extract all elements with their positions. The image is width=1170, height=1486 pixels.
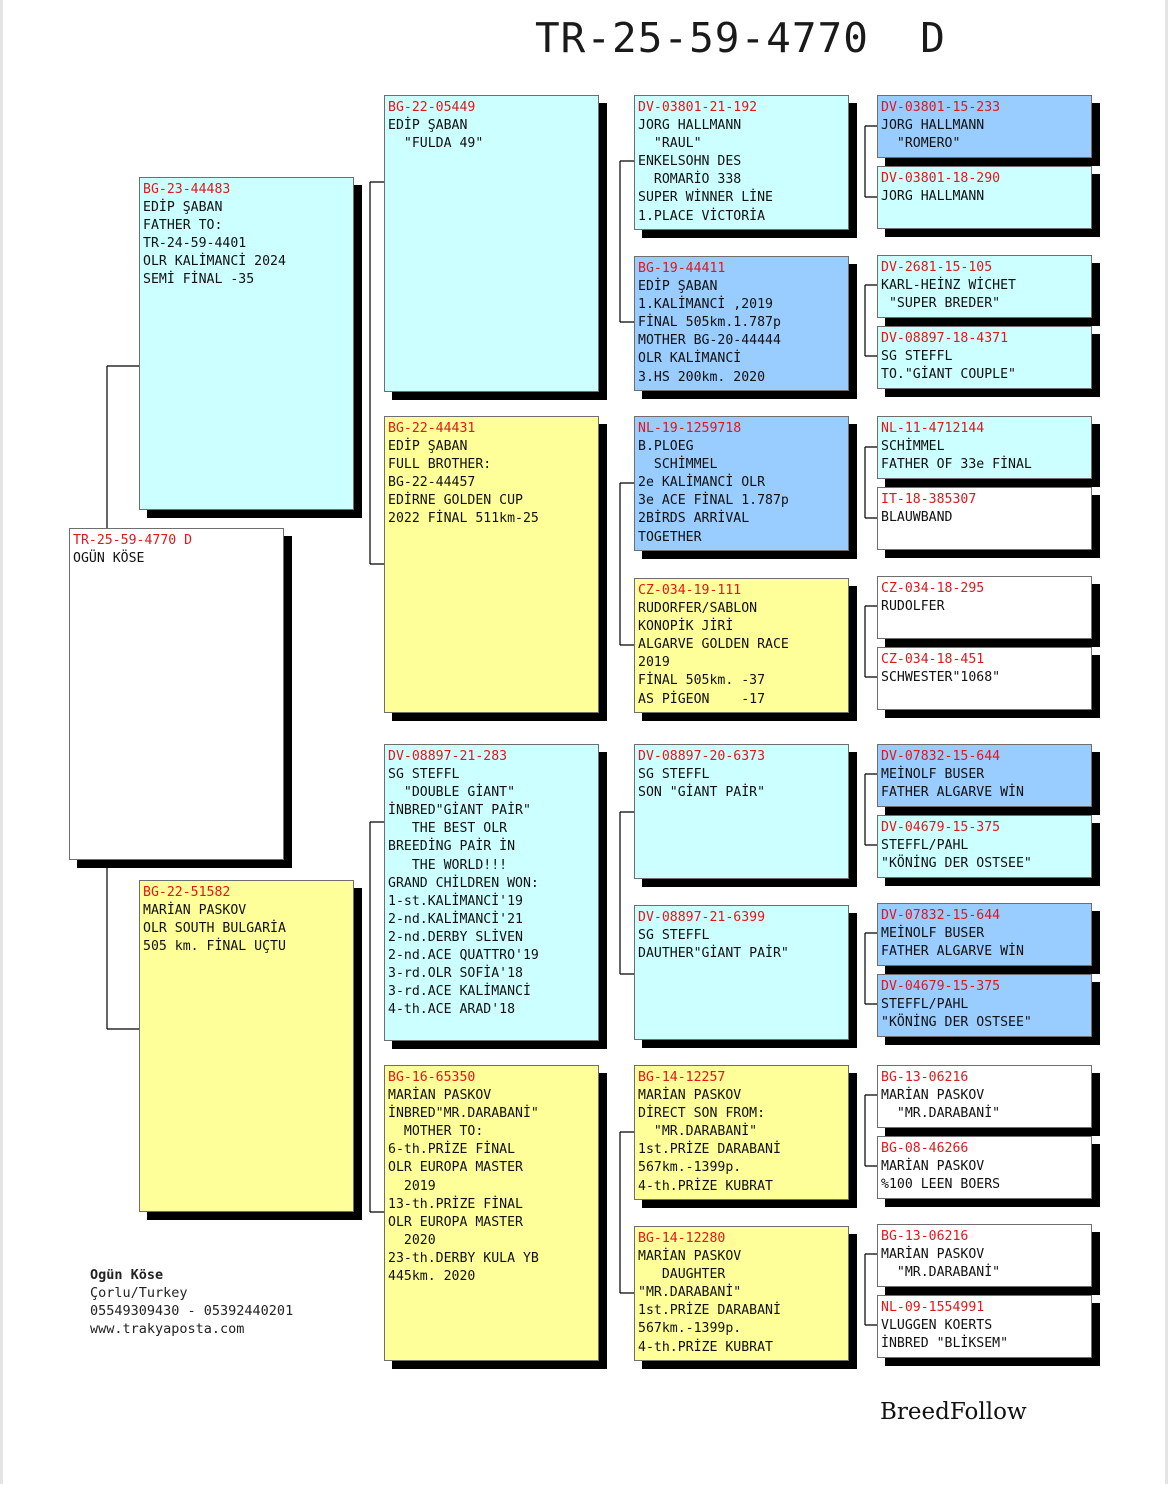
ring-number: DV-03801-21-192	[638, 100, 758, 115]
pedigree-line: 3.HS 200km. 2020	[638, 369, 766, 385]
pedigree-line: 1st.PRİZE DARABANİ	[638, 1142, 781, 1158]
pedigree-line: BLAUWBAND	[881, 510, 953, 526]
subject-box[interactable]	[69, 528, 284, 860]
ring-number: DV-04679-15-375	[881, 820, 1001, 835]
pedigree-line: JORG HALLMANN	[881, 118, 985, 134]
grandsire-paternal-box[interactable]	[384, 95, 599, 392]
pedigree-line: EDİP ŞABAN	[388, 118, 468, 134]
owner-name: Ogün Köse	[90, 1267, 164, 1283]
connector-gen1-a	[370, 182, 385, 564]
pedigree-line: 567km.-1399p.	[638, 1160, 742, 1176]
sire-box[interactable]	[139, 177, 354, 510]
pedigree-line: 2019	[388, 1178, 436, 1194]
pedigree-line: DİRECT SON FROM:	[638, 1106, 766, 1122]
pedigree-line: 2-nd.DERBY SLİVEN	[388, 929, 523, 945]
ring-number: DV-03801-15-233	[881, 100, 1001, 115]
pedigree-line: ALGARVE GOLDEN RACE	[638, 637, 789, 653]
gen3-box[interactable]	[634, 905, 849, 1040]
pedigree-line: 23-th.DERBY KULA YB	[388, 1250, 539, 1266]
pedigree-line: SG STEFFL	[881, 349, 953, 365]
pedigree-line: "SUPER BREDER"	[881, 296, 1001, 312]
pedigree-line: "DOUBLE GİANT"	[388, 785, 516, 801]
pedigree-line: RUDOLFER	[881, 599, 945, 615]
pedigree-line: FATHER OF 33e FİNAL	[881, 457, 1032, 473]
gen3-box[interactable]	[634, 1226, 849, 1361]
ring-number: NL-19-1259718	[638, 421, 742, 436]
gen4-box[interactable]	[877, 1224, 1092, 1287]
pedigree-line: TOGETHER	[638, 529, 702, 545]
pedigree-line: ENKELSOHN DES	[638, 154, 742, 170]
gen4-box[interactable]	[877, 487, 1092, 550]
pedigree-line: MOTHER TO:	[388, 1124, 484, 1140]
pedigree-line: "MR.DARABANİ"	[638, 1124, 758, 1140]
pedigree-line: FULL BROTHER:	[388, 457, 492, 473]
gen4-box[interactable]	[877, 166, 1092, 229]
pedigree-line: MEİNOLF BUSER	[881, 767, 985, 783]
owner-phones: 05549309430 - 05392440201	[90, 1303, 294, 1319]
gen3-box[interactable]	[634, 1065, 849, 1200]
pedigree-line: 505 km. FİNAL UÇTU	[143, 939, 286, 955]
ring-number: IT-18-385307	[881, 492, 977, 507]
pedigree-line: "FULDA 49"	[388, 136, 484, 152]
ring-number: DV-08897-21-283	[388, 749, 508, 764]
gen4-box[interactable]	[877, 744, 1092, 807]
gen3-box[interactable]	[634, 256, 849, 391]
pedigree-line: "MR.DARABANİ"	[881, 1265, 1001, 1281]
pedigree-line: BG-22-44457	[388, 475, 476, 491]
ring-number: BG-13-06216	[881, 1070, 969, 1085]
pedigree-line: 1.KALİMANCİ ,2019	[638, 297, 773, 313]
pedigree-line: FATHER TO:	[143, 218, 223, 234]
pedigree-line: FATHER ALGARVE WİN	[881, 944, 1024, 960]
pedigree-line: "KÖNİNG DER OSTSEE"	[881, 856, 1032, 872]
pedigree-line: OLR SOUTH BULGARİA	[143, 921, 286, 937]
pedigree-line: 2-nd.KALİMANCİ'21	[388, 911, 523, 927]
gen3-box[interactable]	[634, 744, 849, 879]
gen3-box[interactable]	[634, 416, 849, 551]
pedigree-line: KONOPİK JİRİ	[638, 619, 734, 635]
pedigree-line: MARİAN PASKOV	[143, 903, 247, 919]
brand-logo: BreedFollow	[880, 1399, 1027, 1425]
ring-number: BG-08-46266	[881, 1141, 969, 1156]
pedigree-line: SCHİMMEL	[638, 457, 718, 473]
ring-number: BG-19-44411	[638, 261, 726, 276]
connector-gen2-c	[620, 812, 635, 974]
pedigree-line: İNBRED "BLİKSEM"	[881, 1336, 1009, 1352]
pedigree-line: 1st.PRİZE DARABANİ	[638, 1303, 781, 1319]
ring-number: DV-08897-18-4371	[881, 331, 1009, 346]
pedigree-line: 4-th.ACE ARAD'18	[388, 1002, 516, 1018]
pedigree-line: JORG HALLMANN	[881, 189, 985, 205]
pedigree-line: AS PİGEON -17	[638, 691, 766, 707]
gen3-box[interactable]	[634, 95, 849, 230]
ring-number: BG-13-06216	[881, 1229, 969, 1244]
pedigree-line: 3-rd.OLR SOFİA'18	[388, 966, 523, 982]
pedigree-line: GRAND CHİLDREN WON:	[388, 875, 539, 891]
pedigree-line: 445km. 2020	[388, 1269, 476, 1285]
pedigree-line: MARİAN PASKOV	[881, 1159, 985, 1175]
ring-number: DV-04679-15-375	[881, 979, 1001, 994]
ring-number: DV-07832-15-644	[881, 749, 1001, 764]
gen4-box[interactable]	[877, 903, 1092, 966]
pedigree-line: KARL-HEİNZ WİCHET	[881, 278, 1016, 294]
ring-number: BG-14-12280	[638, 1231, 726, 1246]
pedigree-line: "ROMERO"	[881, 136, 961, 152]
pedigree-line: 4-th.PRİZE KUBRAT	[638, 1339, 773, 1355]
granddam-maternal-box[interactable]	[384, 1065, 599, 1361]
pedigree-line: MOTHER BG-20-44444	[638, 333, 781, 349]
pedigree-line: TO."GİANT COUPLE"	[881, 367, 1016, 383]
pedigree-line: BREEDİNG PAİR İN	[388, 839, 516, 855]
pedigree-line: THE BEST OLR	[388, 821, 508, 837]
ring-number: NL-09-1554991	[881, 1300, 985, 1315]
pedigree-line: SEMİ FİNAL -35	[143, 272, 255, 288]
ring-number: CZ-034-18-451	[881, 652, 985, 667]
gen4-box[interactable]	[877, 1065, 1092, 1128]
gen4-box[interactable]	[877, 815, 1092, 878]
pedigree-line: DAUGHTER	[638, 1267, 726, 1283]
pedigree-line: OLR KALİMANCİ	[638, 351, 742, 367]
gen4-box[interactable]	[877, 974, 1092, 1037]
dam-box[interactable]	[139, 880, 354, 1212]
gen4-box[interactable]	[877, 647, 1092, 710]
ring-number: DV-2681-15-105	[881, 260, 993, 275]
ring-number: DV-08897-20-6373	[638, 749, 766, 764]
granddam-paternal-box[interactable]	[384, 416, 599, 713]
pedigree-line: FİNAL 505km. -37	[638, 673, 766, 689]
connector-gen2-d	[620, 1132, 635, 1293]
pedigree-line: MEİNOLF BUSER	[881, 926, 985, 942]
ring-number: DV-07832-15-644	[881, 908, 1001, 923]
pedigree-line: SG STEFFL	[638, 928, 710, 944]
ring-number: CZ-034-19-111	[638, 583, 742, 598]
owner-city: Çorlu/Turkey	[90, 1285, 188, 1301]
ring-number: BG-23-44483	[143, 182, 231, 197]
pedigree-line: DAUTHER"GİANT PAİR"	[638, 946, 789, 962]
pedigree-line: EDİP ŞABAN	[638, 279, 718, 295]
pedigree-line: SCHİMMEL	[881, 439, 945, 455]
gen4-box[interactable]	[877, 255, 1092, 318]
pedigree-line: FATHER ALGARVE WİN	[881, 785, 1024, 801]
pedigree-line: 13-th.PRİZE FİNAL	[388, 1196, 523, 1212]
gen4-box[interactable]	[877, 326, 1092, 389]
pedigree-line: 2-nd.ACE QUATTRO'19	[388, 948, 539, 964]
owner-website[interactable]: www.trakyaposta.com	[90, 1321, 245, 1337]
pedigree-line: 1.PLACE VİCTORİA	[638, 208, 766, 224]
pedigree-line: MARİAN PASKOV	[881, 1247, 985, 1263]
pedigree-line: VLUGGEN KOERTS	[881, 1318, 993, 1334]
pedigree-line: EDİRNE GOLDEN CUP	[388, 493, 523, 509]
gen4-box[interactable]	[877, 576, 1092, 639]
pedigree-line: 2022 FİNAL 511km-25	[388, 511, 539, 527]
pedigree-line: "MR.DARABANİ"	[881, 1106, 1001, 1122]
ring-number: BG-22-44431	[388, 421, 476, 436]
connector-gen2-b	[620, 483, 635, 645]
pedigree-line: EDİP ŞABAN	[388, 439, 468, 455]
pedigree-line: 2e KALİMANCİ OLR	[638, 475, 766, 491]
pedigree-line: SCHWESTER"1068"	[881, 670, 1001, 686]
pedigree-line: OLR EUROPA MASTER	[388, 1160, 523, 1176]
pedigree-line: THE WORLD!!!	[388, 857, 508, 873]
ring-number: DV-03801-18-290	[881, 171, 1001, 186]
pedigree-line: STEFFL/PAHL	[881, 997, 969, 1013]
pedigree-line: 4-th.PRİZE KUBRAT	[638, 1178, 773, 1194]
pedigree-line: 3-rd.ACE KALİMANCİ	[388, 984, 531, 1000]
connector-gen2-a	[620, 161, 635, 322]
pedigree-line: 6-th.PRİZE FİNAL	[388, 1142, 516, 1158]
pedigree-line: OLR EUROPA MASTER	[388, 1214, 523, 1230]
ring-number: BG-22-51582	[143, 885, 231, 900]
gen4-box[interactable]	[877, 95, 1092, 158]
owner-info	[90, 1266, 293, 1338]
pedigree-line: MARİAN PASKOV	[388, 1088, 492, 1104]
pedigree-line: 2BİRDS ARRİVAL	[638, 511, 750, 527]
pedigree-line: OLR KALİMANCİ 2024	[143, 254, 286, 270]
pedigree-line: SG STEFFL	[638, 767, 710, 783]
gen4-box[interactable]	[877, 1295, 1092, 1358]
gen3-box[interactable]	[634, 578, 849, 713]
pedigree-line: "MR.DARABANİ"	[638, 1285, 742, 1301]
pedigree-line: MARİAN PASKOV	[638, 1088, 742, 1104]
ring-number: TR-25-59-4770 D	[73, 533, 193, 548]
connector-gen1-b	[370, 822, 385, 1212]
pedigree-line: OGÜN KÖSE	[73, 551, 145, 567]
pedigree-line: 2019	[638, 655, 670, 671]
pedigree-line: FİNAL 505km.1.787p	[638, 315, 781, 331]
pedigree-line: MARİAN PASKOV	[638, 1249, 742, 1265]
pedigree-line: 1-st.KALİMANCİ'19	[388, 893, 523, 909]
pedigree-line: ROMARİO 338	[638, 172, 742, 188]
pedigree-line: %100 LEEN BOERS	[881, 1177, 1001, 1193]
pedigree-line: EDİP ŞABAN	[143, 200, 223, 216]
pedigree-line: 567km.-1399p.	[638, 1321, 742, 1337]
pedigree-title: TR-25-59-4770 D	[535, 14, 946, 62]
pedigree-line: "KÖNİNG DER OSTSEE"	[881, 1015, 1032, 1031]
pedigree-line: TR-24-59-4401	[143, 236, 247, 252]
pedigree-line: "RAUL"	[638, 136, 702, 152]
pedigree-line: 2020	[388, 1232, 436, 1248]
pedigree-line: MARİAN PASKOV	[881, 1088, 985, 1104]
ring-number: NL-11-4712144	[881, 421, 985, 436]
ring-number: CZ-034-18-295	[881, 581, 985, 596]
gen4-box[interactable]	[877, 1136, 1092, 1199]
ring-number: BG-14-12257	[638, 1070, 726, 1085]
pedigree-line: İNBRED"GİANT PAİR"	[388, 803, 531, 819]
gen4-box[interactable]	[877, 416, 1092, 479]
ring-number: BG-22-05449	[388, 100, 476, 115]
pedigree-line: SUPER WİNNER LİNE	[638, 190, 773, 206]
pedigree-line: İNBRED"MR.DARABANİ"	[388, 1106, 539, 1122]
pedigree-line: JORG HALLMANN	[638, 118, 742, 134]
pedigree-line: 3e ACE FİNAL 1.787p	[638, 493, 789, 509]
pedigree-line: STEFFL/PAHL	[881, 838, 969, 854]
ring-number: DV-08897-21-6399	[638, 910, 766, 925]
ring-number: BG-16-65350	[388, 1070, 476, 1085]
pedigree-line: RUDORFER/SABLON	[638, 601, 758, 617]
grandsire-maternal-box[interactable]	[384, 744, 599, 1041]
pedigree-line: SG STEFFL	[388, 767, 460, 783]
pedigree-line: SON "GİANT PAİR"	[638, 785, 766, 801]
pedigree-line: B.PLOEG	[638, 439, 694, 455]
